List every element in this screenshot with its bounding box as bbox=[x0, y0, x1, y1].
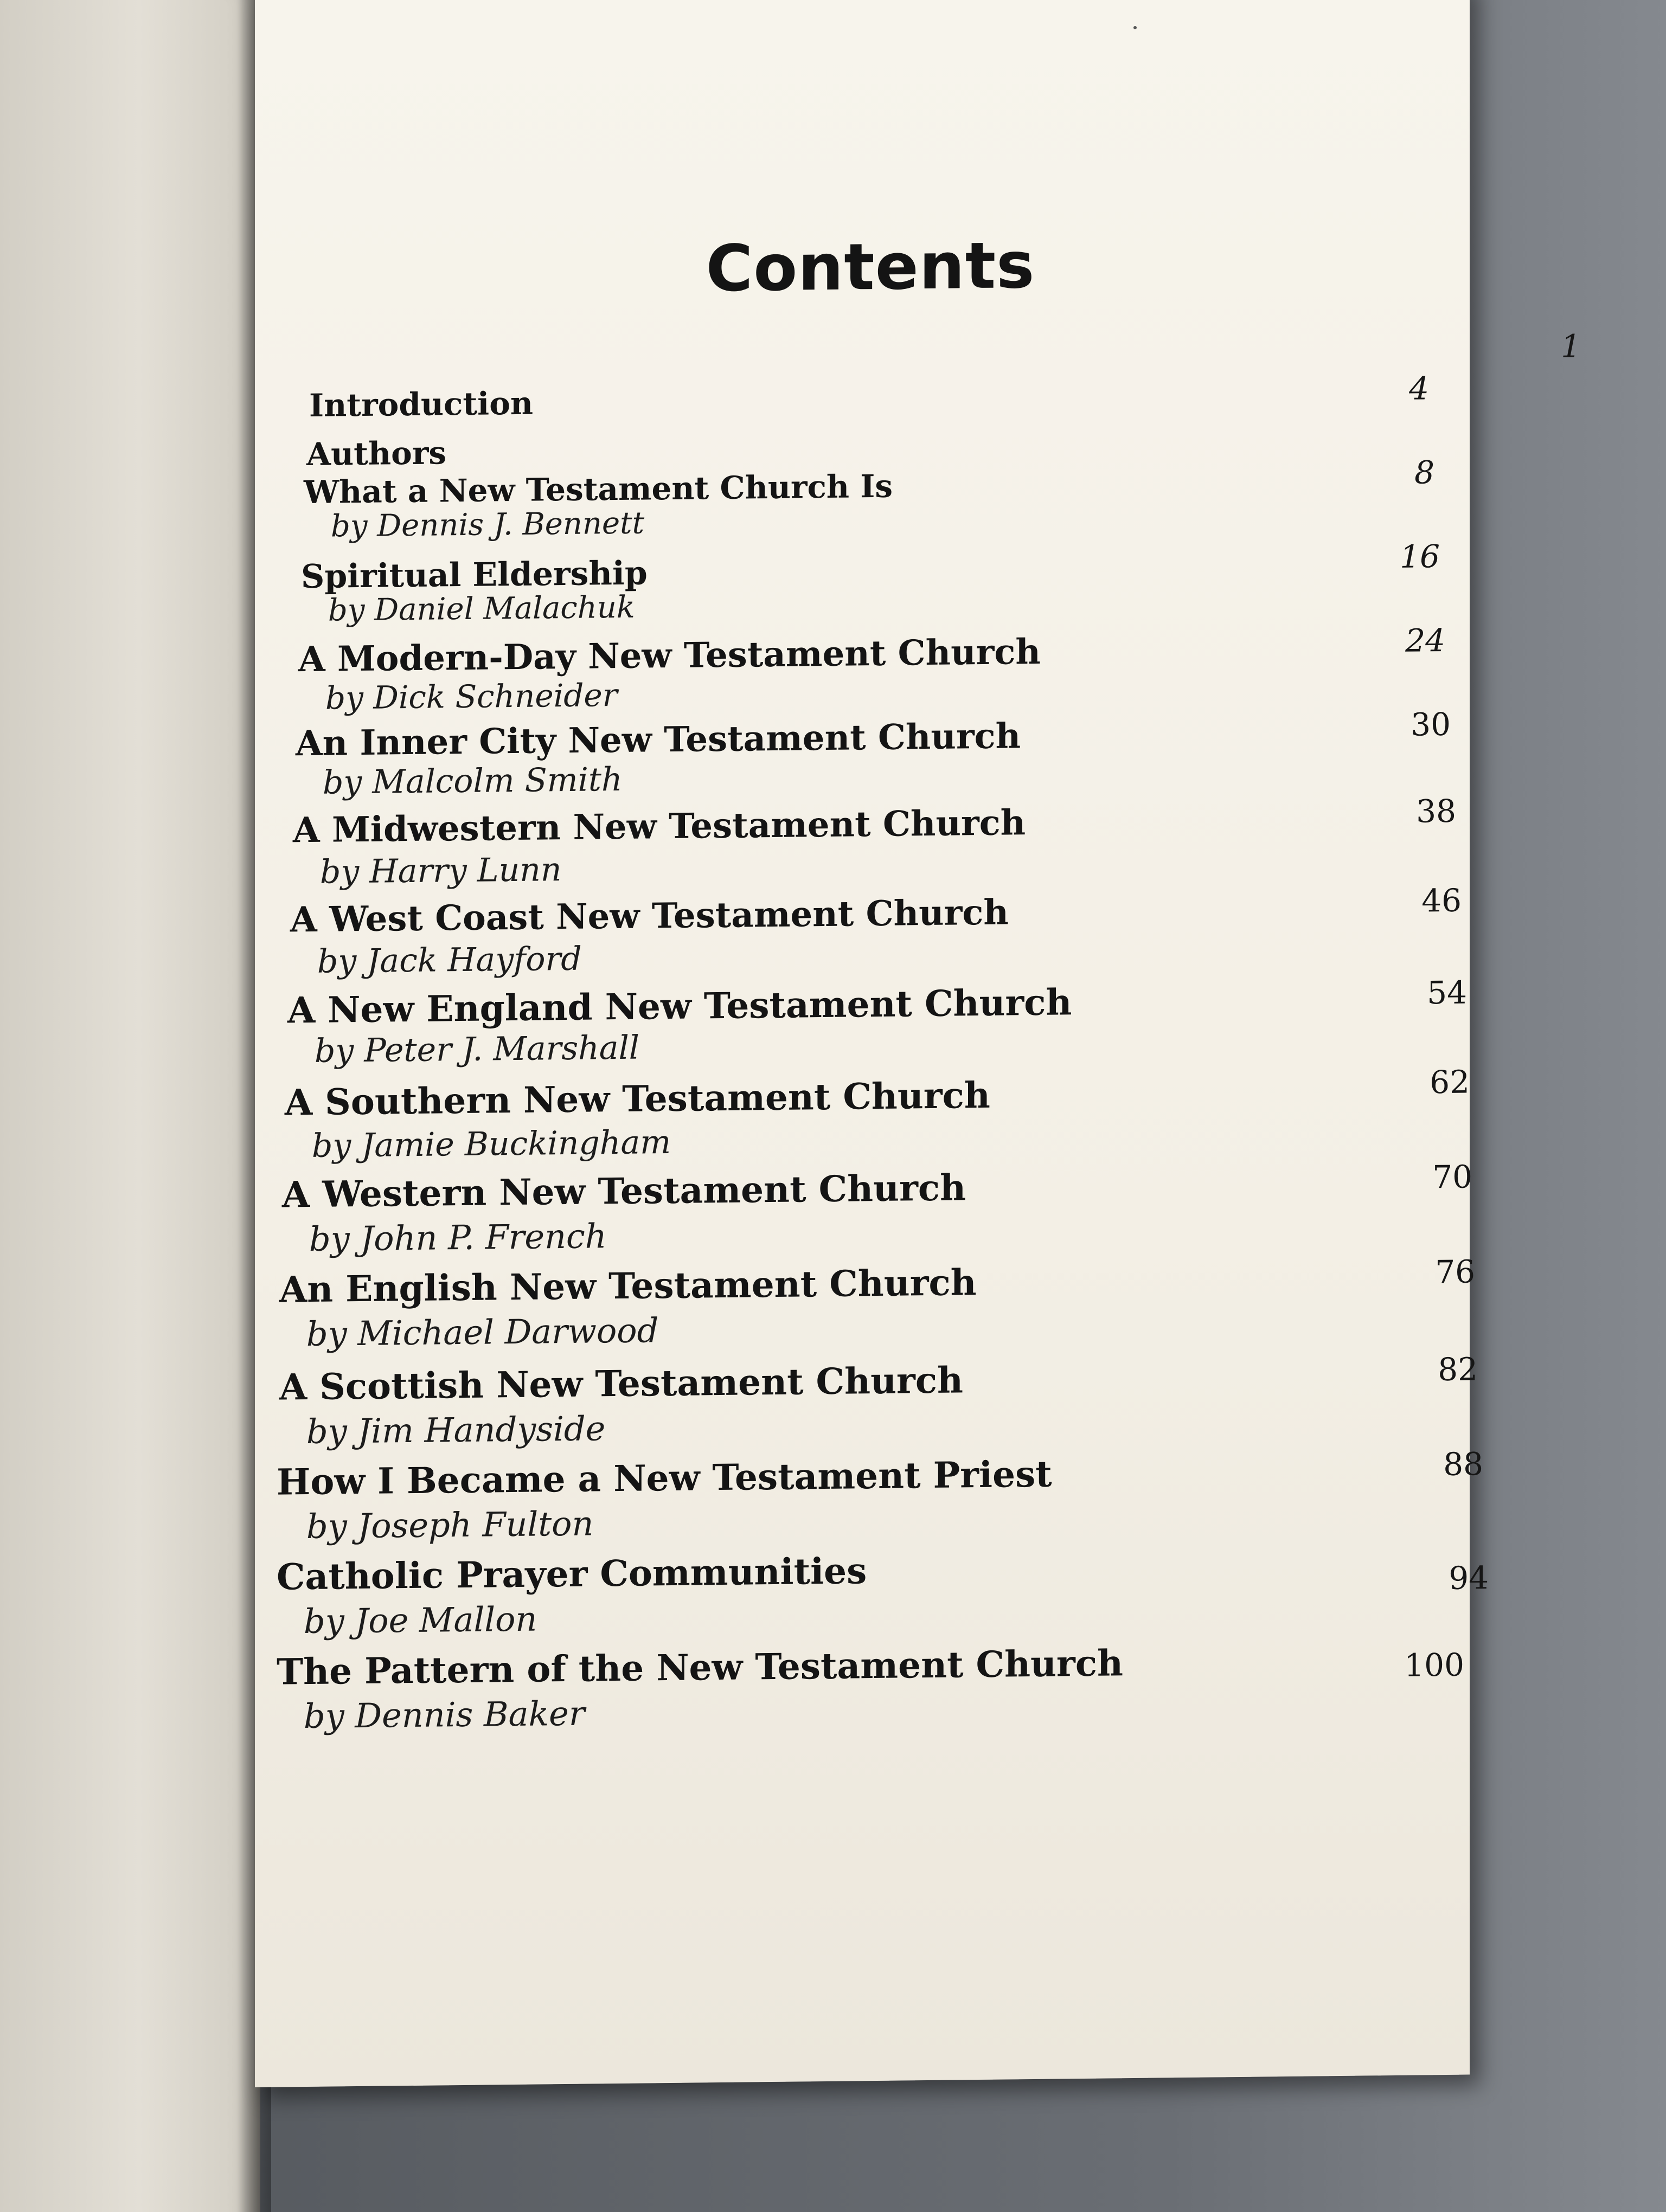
toc-page-number: 100 bbox=[1404, 1646, 1464, 1684]
toc-title: An English New Testament Church bbox=[279, 1261, 977, 1311]
toc-page-number: 8 bbox=[1414, 454, 1434, 491]
toc-title: An Inner City New Testament Church bbox=[296, 716, 1021, 764]
toc-title: A Modern-Day New Testament Church bbox=[298, 631, 1041, 680]
page-title: Contents bbox=[706, 227, 1035, 306]
toc-title: How I Became a New Testament Priest bbox=[277, 1452, 1052, 1503]
toc-page-number: 76 bbox=[1435, 1253, 1475, 1291]
toc-author: by Dennis Baker bbox=[304, 1693, 585, 1737]
toc-page-number: 62 bbox=[1430, 1063, 1470, 1101]
toc-page-number: 16 bbox=[1400, 538, 1440, 575]
toc-title: A New England New Testament Church bbox=[287, 981, 1072, 1032]
toc-title: Introduction bbox=[309, 384, 534, 424]
toc-title: A Western New Testament Church bbox=[282, 1166, 966, 1216]
page-speck bbox=[1133, 26, 1137, 29]
toc-page-number: 82 bbox=[1438, 1351, 1478, 1388]
toc-author: by John P. French bbox=[309, 1216, 607, 1259]
toc-title: A Midwestern New Testament Church bbox=[293, 802, 1026, 851]
left-page bbox=[0, 0, 260, 2212]
toc-title: A Southern New Testament Church bbox=[285, 1073, 990, 1124]
toc-title: What a New Testament Church Is bbox=[304, 467, 893, 511]
toc-page-number: 30 bbox=[1411, 705, 1451, 743]
toc-title: Authors bbox=[306, 434, 447, 473]
toc-page-number: 24 bbox=[1405, 622, 1445, 659]
toc-author: by Joe Mallon bbox=[304, 1599, 537, 1642]
toc-page-number: 46 bbox=[1421, 882, 1462, 919]
toc-title: A Scottish New Testament Church bbox=[279, 1359, 963, 1409]
toc-title: A West Coast New Testament Church bbox=[290, 892, 1009, 941]
toc-author: by Jack Hayford bbox=[317, 940, 582, 981]
toc-page-number: 4 bbox=[1409, 370, 1429, 407]
toc-author: by Malcolm Smith bbox=[323, 760, 623, 802]
toc-page-number: 54 bbox=[1427, 974, 1467, 1012]
toc-title: Spiritual Eldership bbox=[301, 554, 648, 596]
contents-page bbox=[255, 0, 1581, 2087]
toc-page-number: 94 bbox=[1449, 1559, 1489, 1597]
toc-author: by Michael Darwood bbox=[306, 1310, 659, 1354]
toc-author: by Harry Lunn bbox=[320, 851, 562, 891]
toc-title: The Pattern of the New Testament Church bbox=[277, 1642, 1123, 1693]
toc-author: by Peter J. Marshall bbox=[315, 1028, 639, 1070]
toc-author: by Joseph Fulton bbox=[306, 1503, 594, 1547]
toc-author: by Dick Schneider bbox=[325, 676, 618, 717]
toc-author: by Jim Handyside bbox=[306, 1409, 606, 1452]
toc-page-number: 70 bbox=[1432, 1158, 1472, 1196]
toc-page-number: 38 bbox=[1416, 792, 1456, 830]
toc-author: by Dennis J. Bennett bbox=[331, 505, 645, 544]
toc-title: Catholic Prayer Communities bbox=[277, 1549, 867, 1598]
toc-author: by Jamie Buckingham bbox=[312, 1123, 671, 1165]
toc-page-number: 1 bbox=[1561, 327, 1581, 365]
toc-author: by Daniel Malachuk bbox=[328, 589, 635, 628]
toc-page-number: 88 bbox=[1443, 1445, 1483, 1483]
